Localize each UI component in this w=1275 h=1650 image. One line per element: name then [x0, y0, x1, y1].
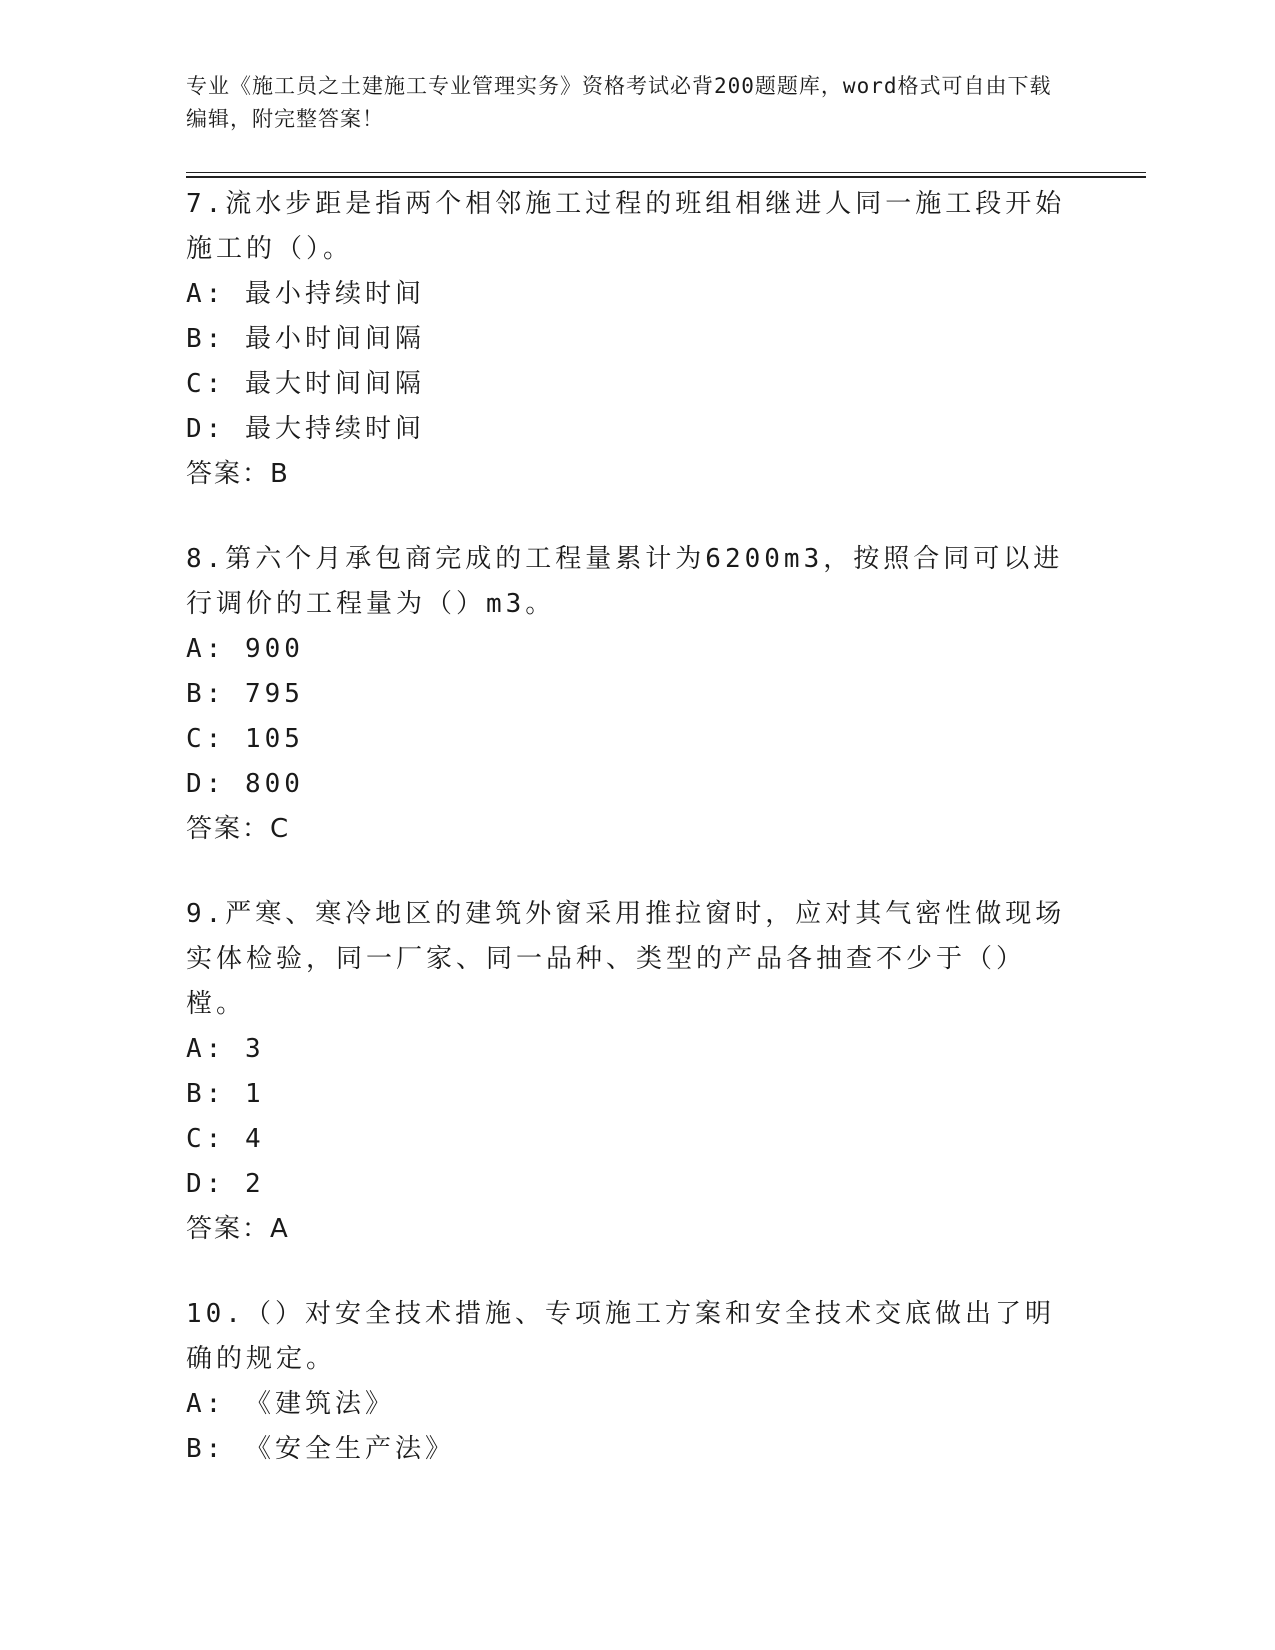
- question-8: [186, 537, 1146, 852]
- option-c: C: 最大时间间隔: [186, 369, 425, 399]
- option-b: B: 1: [186, 1079, 265, 1109]
- option-c: C: 105: [186, 724, 304, 754]
- option-b: B: 795: [186, 679, 304, 709]
- option-a: A: 3: [186, 1034, 265, 1064]
- question-7: [186, 182, 1146, 497]
- question-9: [186, 892, 1146, 1252]
- option-list: [186, 272, 1146, 452]
- option-c: C: 4: [186, 1124, 265, 1154]
- question-list: [186, 182, 1146, 1472]
- answer-line: 答案：A: [186, 1214, 290, 1244]
- option-list: [186, 1382, 1146, 1472]
- option-b: B: 最小时间间隔: [186, 324, 425, 354]
- document-header: 专业《施工员之土建施工专业管理实务》资格考试必背200题题库，word格式可自由下载编辑，附完整答案！: [186, 74, 1052, 131]
- question-10: [186, 1292, 1146, 1472]
- option-d: D: 800: [186, 769, 304, 799]
- option-d: D: 最大持续时间: [186, 414, 425, 444]
- document-page: [186, 70, 1146, 1512]
- question-stem: 10.（）对安全技术措施、专项施工方案和安全技术交底做出了明确的规定。: [186, 1299, 1055, 1374]
- header-divider: [186, 172, 1146, 178]
- option-list: [186, 627, 1146, 807]
- answer-line: 答案：C: [186, 814, 291, 844]
- question-stem: 9.严寒、寒冷地区的建筑外窗采用推拉窗时，应对其气密性做现场实体检验，同一厂家、同一品种、类型的产品各抽查不少于（）樘。: [186, 899, 1066, 1019]
- option-list: [186, 1027, 1146, 1207]
- answer-line: 答案：B: [186, 459, 290, 489]
- question-stem: 7.流水步距是指两个相邻施工过程的班组相继进人同一施工段开始施工的（）。: [186, 189, 1066, 264]
- option-b: B: 《安全生产法》: [186, 1434, 455, 1464]
- option-d: D: 2: [186, 1169, 265, 1199]
- option-a: A: 《建筑法》: [186, 1389, 395, 1419]
- option-a: A: 最小持续时间: [186, 279, 425, 309]
- option-a: A: 900: [186, 634, 304, 664]
- question-stem: 8.第六个月承包商完成的工程量累计为6200m3，按照合同可以进行调价的工程量为（）m3。: [186, 544, 1064, 619]
